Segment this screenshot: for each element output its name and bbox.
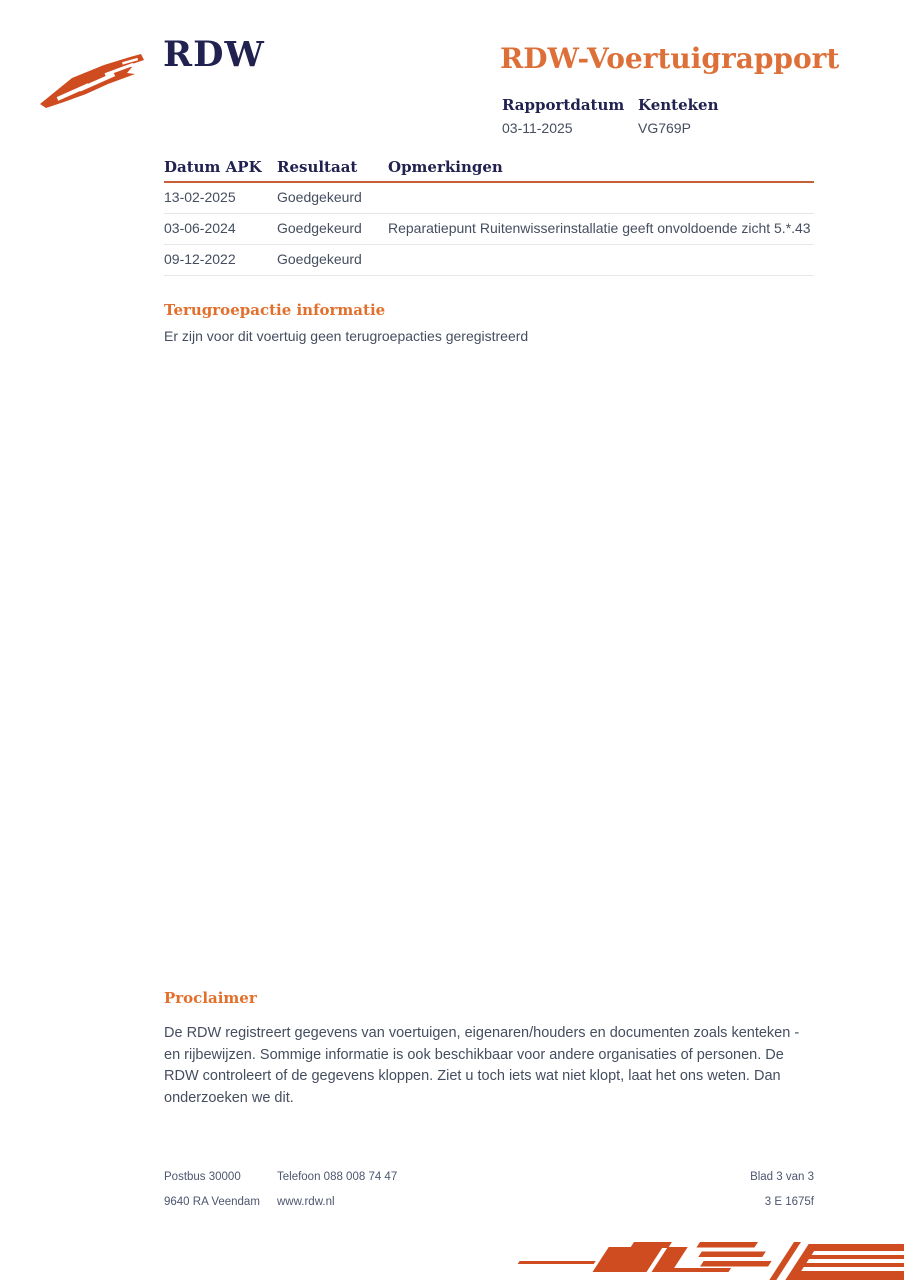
proclaimer-section-body: De RDW registreert gegevens van voertuigen, eigenaren/houders en documenten zoals kenteken - en rijbewijzen. Sommige informatie is ook beschikbaar voor andere organisaties of personen. De RDW controleert of de gegevens kloppen. Ziet u toch iets wat niet klopt, laat het ons weten. Dan onderzoeken we dit. [164,1025,800,1106]
cell-opmerkingen [388,187,814,208]
page-title: RDW-Voertuigrapport [500,42,840,75]
column-header-datum-apk: Datum APK [164,158,262,176]
cell-datum: 13-02-2025 [164,189,236,205]
rdw-logo-text: RDW [163,34,265,75]
recall-section-body: Er zijn voor dit voertuig geen terugroepacties geregistreerd [164,328,529,344]
table-row [164,245,814,276]
footer-contact [277,1171,750,1221]
proclaimer-section-heading: Proclaimer [164,989,257,1007]
footer-phone: Telefoon 088 008 74 47 [277,1171,398,1183]
cell-opmerkingen [388,249,814,270]
footer-page-indicator: Blad 3 van 3 [750,1171,814,1183]
column-header-resultaat: Resultaat [277,158,358,176]
report-meta [502,96,718,136]
license-plate-label: Kenteken [638,96,719,114]
recall-section-heading: Terugroepactie informatie [164,301,386,319]
footer-address [164,1171,277,1221]
cell-datum: 03-06-2024 [164,220,236,236]
footer-doc-code: 3 E 1675f [764,1196,814,1208]
footer-city: 9640 RA Veendam [164,1196,260,1208]
rdw-stripes-graphic [514,1242,904,1280]
page-footer [164,1171,814,1221]
footer-page-info [750,1171,814,1221]
cell-resultaat: Goedgekeurd [277,251,362,267]
footer-postbus: Postbus 30000 [164,1171,241,1183]
report-date-label: Rapportdatum [502,96,625,114]
report-date-block [502,96,638,136]
table-header-row [164,158,814,183]
cell-datum: 09-12-2022 [164,251,236,267]
report-date-value: 03-11-2025 [502,120,573,136]
table-row [164,214,814,245]
recall-section [164,301,814,344]
cell-resultaat: Goedgekeurd [277,220,362,236]
apk-history-table [164,158,814,276]
license-plate-value: VG769P [638,120,691,136]
proclaimer-section [164,989,814,1109]
column-header-opmerkingen: Opmerkingen [388,158,503,176]
footer-website: www.rdw.nl [277,1196,335,1208]
license-plate-block [638,96,718,136]
cell-resultaat: Goedgekeurd [277,189,362,205]
rdw-flag-icon [38,52,160,116]
table-row [164,183,814,214]
cell-opmerkingen: Reparatiepunt Ruitenwisserinstallatie geeft onvoldoende zicht 5.*.43 [388,220,811,236]
